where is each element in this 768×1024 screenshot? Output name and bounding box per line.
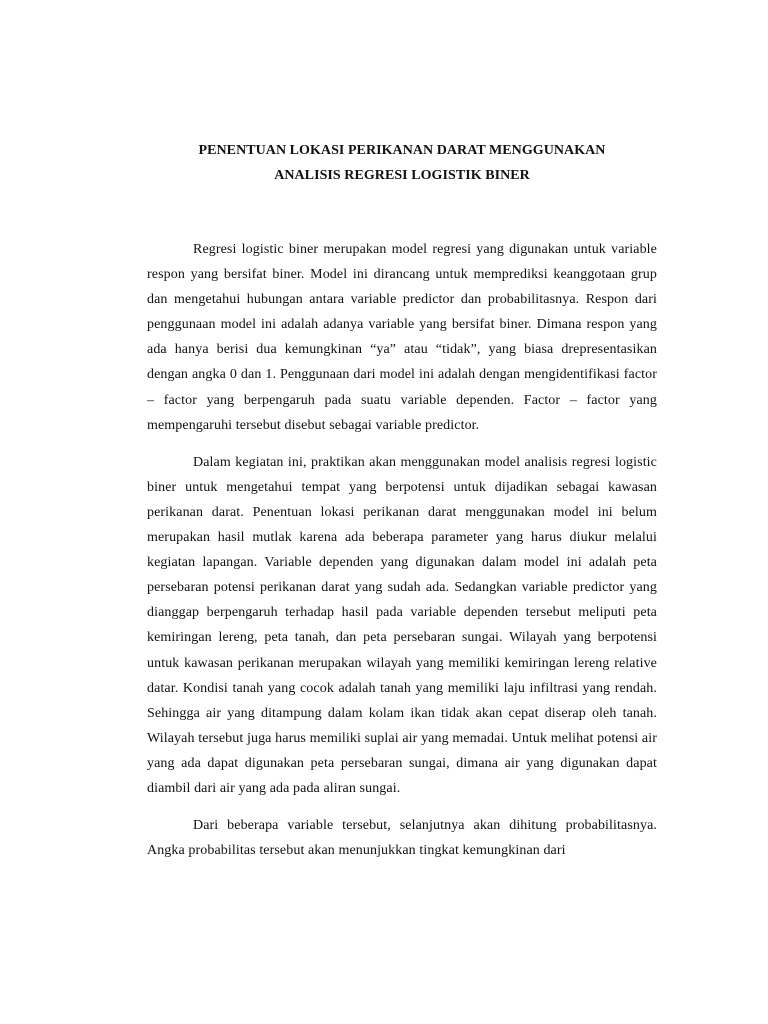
paragraph-2: Dalam kegiatan ini, praktikan akan menggunakan model analisis regresi logistic biner untuk mengetahui tempat yang berpotensi untuk dijadikan sebagai kawasan perikanan darat. Penentuan lokasi perikanan darat menggunakan model ini belum merupakan hasil mutlak karena ada beberapa parameter yang harus diukur melalui kegiatan lapangan. Variable dependen yang digunakan dalam model ini adalah peta persebaran potensi perikanan darat yang sudah ada. Sedangkan variable predictor yang dianggap berpengaruh terhadap hasil pada variable dependen tersebut meliputi peta kemiringan lereng, peta tanah, dan peta persebaran sungai. Wilayah yang berpotensi untuk kawasan perikanan merupakan wilayah yang memiliki kemiringan lereng relative datar. Kondisi tanah yang cocok adalah tanah yang memiliki laju infiltrasi yang rendah. Sehingga air yang ditampung dalam kolam ikan tidak akan cepat diserap oleh tanah. Wilayah tersebut juga harus memiliki suplai air yang memadai. Untuk melihat potensi air yang ada dapat digunakan peta persebaran sungai, dimana air yang digunakan dapat diambil dari air yang ada pada aliran sungai. — [147, 454, 657, 796]
paragraph-3: Dari beberapa variable tersebut, selanjutnya akan dihitung probabilitasnya. Angka probabilitas tersebut akan menunjukkan tingkat kemungkinan dari — [147, 818, 657, 859]
document-body — [147, 237, 657, 863]
title-line-1: PENENTUAN LOKASI PERIKANAN DARAT MENGGUNAKAN — [198, 143, 606, 158]
title-line-2: ANALISIS REGRESI LOGISTIK BINER — [274, 168, 530, 183]
document-page — [147, 0, 657, 1024]
document-title — [147, 138, 657, 188]
paragraph-1: Regresi logistic biner merupakan model regresi yang digunakan untuk variable respon yang bersifat biner. Model ini dirancang untuk memprediksi keanggotaan grup dan mengetahui hubungan antara variable predictor dan probabilitasnya. Respon dari penggunaan model ini adalah adanya variable yang bersifat biner. Dimana respon yang ada hanya berisi dua kemungkinan “ya” atau “tidak”, yang biasa drepresentasikan dengan angka 0 dan 1. Penggunaan dari model ini adalah dengan mengidentifikasi factor – factor yang berpengaruh pada suatu variable dependen. Factor – factor yang mempengaruhi tersebut disebut sebagai variable predictor. — [147, 242, 657, 433]
